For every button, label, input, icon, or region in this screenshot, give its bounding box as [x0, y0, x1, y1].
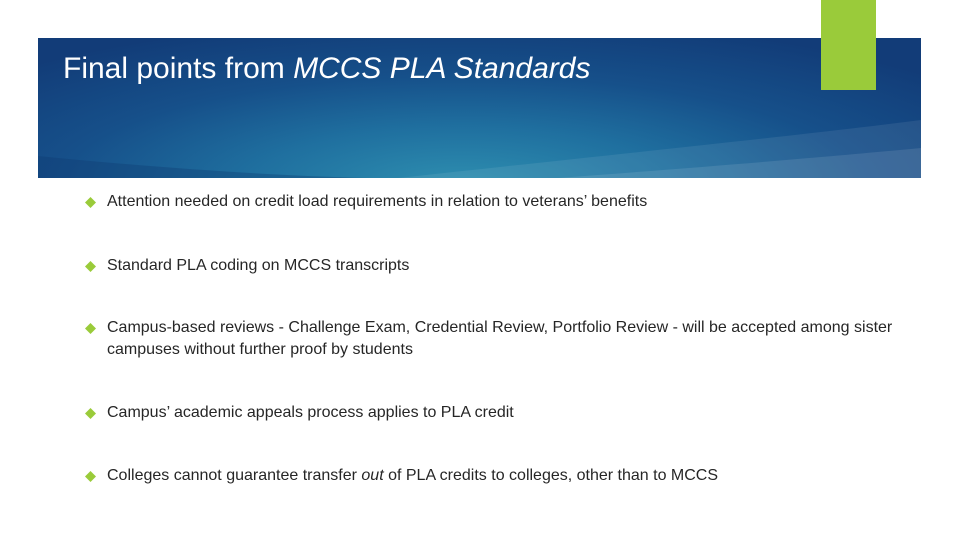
bullet-text: Attention needed on credit load requirements in relation to veterans’ benefits	[107, 193, 648, 210]
diamond-bullet-icon	[85, 197, 96, 208]
bullet-text: Standard PLA coding on MCCS transcripts	[107, 257, 410, 274]
diamond-bullet-icon	[85, 471, 96, 482]
bullet-item	[85, 317, 905, 361]
diamond-bullet-icon	[85, 323, 96, 334]
bullet-item	[85, 191, 905, 213]
diamond-bullet-icon	[85, 408, 96, 419]
bullet-text	[107, 465, 905, 487]
bullet-text: Campus-based reviews - Challenge Exam, Credential Review, Portfolio Review - will be accepted among sister campuses without further proof by students	[107, 319, 893, 358]
bullet-text-before: Colleges cannot guarantee transfer	[107, 467, 362, 484]
slide-title-italic: MCCS PLA Standards	[293, 52, 591, 85]
slide-title-regular: Final points from	[63, 52, 294, 85]
bullet-text: Campus’ academic appeals process applies to PLA credit	[107, 404, 514, 421]
slide-title	[63, 52, 590, 86]
diamond-bullet-icon	[85, 261, 96, 272]
bullet-item	[85, 465, 905, 487]
bullet-text-italic: out	[361, 467, 384, 484]
accent-bar	[821, 0, 876, 90]
bullet-text-after: of PLA credits to colleges, other than to MCCS	[383, 467, 719, 484]
bullet-item	[85, 255, 905, 277]
bullet-item	[85, 402, 905, 424]
